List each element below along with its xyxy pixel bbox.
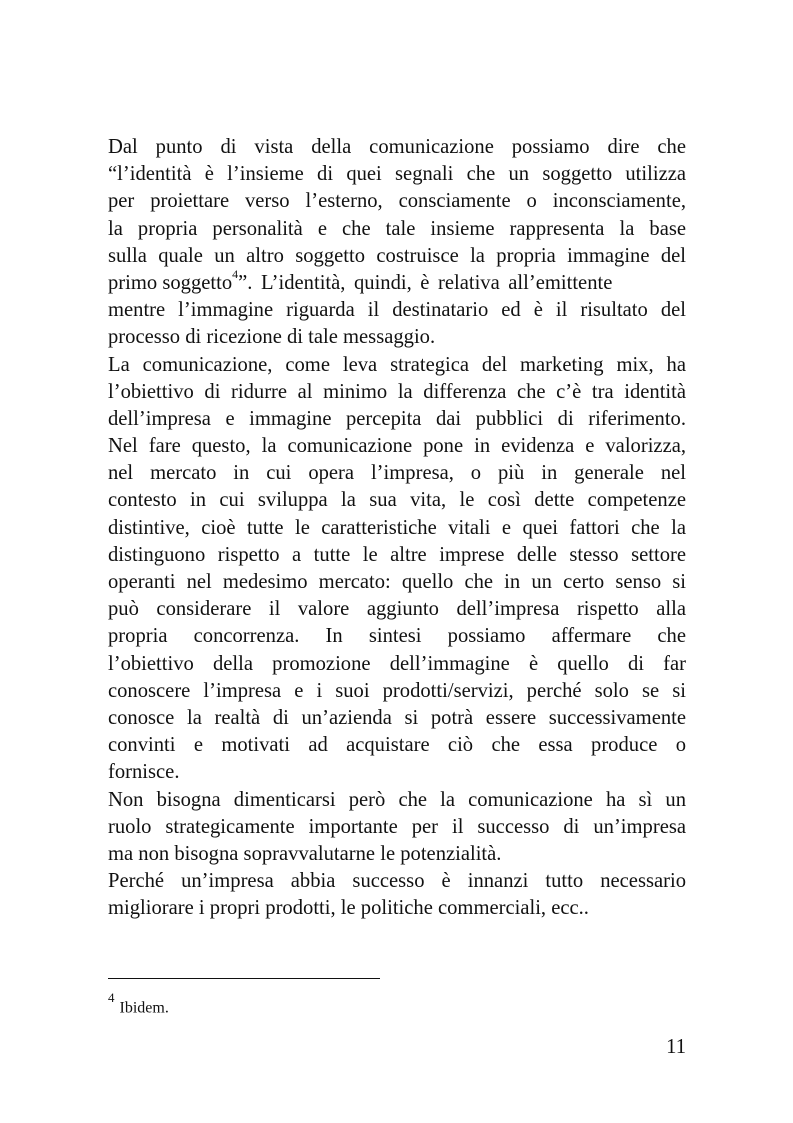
text-line: distintive, cioè tutte le caratteristiche vitali e quei fattori che la [108, 516, 686, 539]
text-line: Non bisogna dimenticarsi però che la comunicazione ha sì un [108, 788, 686, 811]
text-line: fornisce. [108, 761, 180, 784]
text-line: sulla quale un altro soggetto costruisce la propria immagine del [108, 244, 686, 267]
text-line: per proiettare verso l’esterno, consciamente o inconsciamente, [108, 190, 686, 213]
text-segment: primo soggetto [108, 271, 233, 294]
text-line: migliorare i propri prodotti, le politiche commerciali, ecc.. [108, 897, 589, 920]
text-line: processo di ricezione di tale messaggio. [108, 326, 436, 349]
text-line: dell’impresa e immagine percepita dai pubblici di riferimento. [108, 407, 686, 430]
body-text [108, 134, 686, 922]
text-line: l’obiettivo della promozione dell’immagine è quello di far [108, 652, 686, 675]
text-line: Nel fare questo, la comunicazione pone in evidenza e valorizza, [108, 435, 686, 458]
text-line: Dal punto di vista della comunicazione possiamo dire che [108, 136, 686, 158]
text-line: conoscere l’impresa e i suoi prodotti/servizi, perché solo se si [108, 679, 686, 702]
text-line: mentre l’immagine riguarda il destinatario ed è il risultato del [108, 299, 686, 322]
footnote-divider [108, 978, 380, 979]
text-line: distinguono rispetto a tutte le altre imprese delle stesso settore [108, 543, 686, 566]
text-line: La comunicazione, come leva strategica del marketing mix, ha [108, 353, 686, 376]
text-line-with-footnote [108, 267, 686, 297]
text-line: nel mercato in cui opera l’impresa, o più in generale nel [108, 462, 686, 485]
footnote-reference[interactable]: 4 [232, 267, 239, 282]
text-segment: ”. L’identità, quindi, è relativa all’emittente [238, 271, 613, 294]
text-line: può considerare il valore aggiunto dell’impresa rispetto alla [108, 598, 686, 621]
footnote-number: 4 [108, 990, 115, 1005]
text-line: conosce la realtà di un’azienda si potrà essere successivamente [108, 706, 686, 729]
text-line: operanti nel medesimo mercato: quello che in un certo senso si [108, 571, 686, 593]
page-number: 11 [666, 1036, 686, 1058]
text-line: convinti e motivati ad acquistare ciò che essa produce o [108, 734, 686, 757]
text-line: la propria personalità e che tale insieme rappresenta la base [108, 217, 686, 240]
text-line: ruolo strategicamente importante per il successo di un’impresa [108, 815, 686, 838]
text-line: ma non bisogna sopravvalutarne le potenzialità. [108, 842, 502, 865]
text-line: Perché un’impresa abbia successo è innanzi tutto necessario [108, 870, 686, 893]
text-line: propria concorrenza. In sintesi possiamo affermare che [108, 625, 686, 648]
footnote [108, 992, 169, 1018]
footnote-text: Ibidem. [119, 999, 169, 1017]
text-line: contesto in cui sviluppa la sua vita, le così dette competenze [108, 489, 686, 512]
text-line: “l’identità è l’insieme di quei segnali che un soggetto utilizza [108, 163, 686, 186]
text-line: l’obiettivo di ridurre al minimo la differenza che c’è tra identità [108, 380, 686, 403]
